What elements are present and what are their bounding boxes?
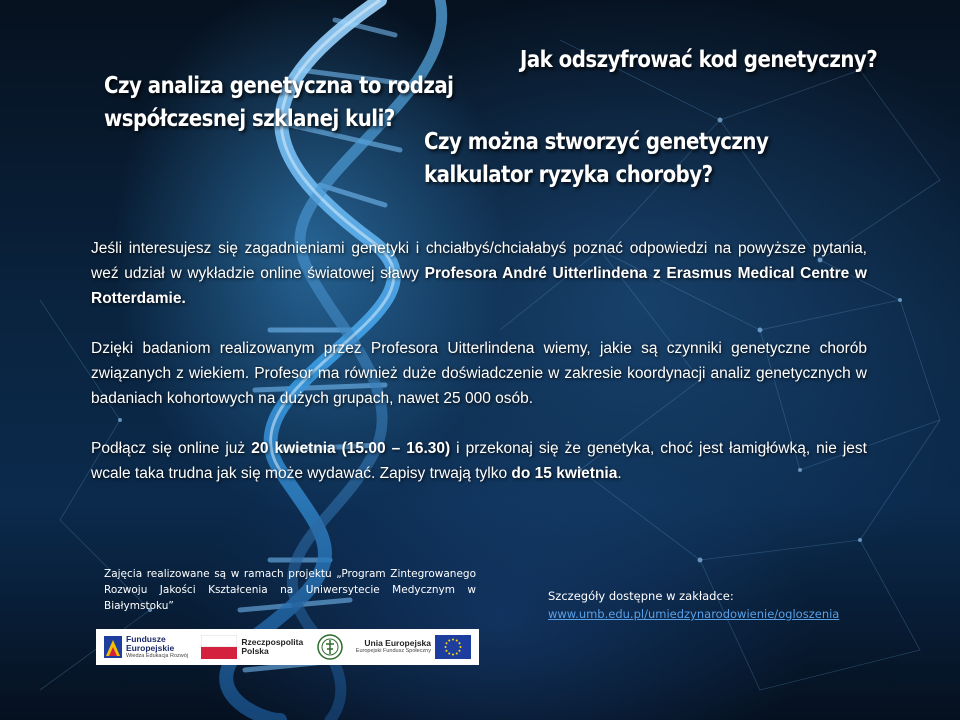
question-line: kalkulator ryzyka choroby? bbox=[424, 162, 713, 188]
fe-subtitle: Wiedza Edukacja Rozwój bbox=[126, 652, 189, 659]
question-risk-calculator bbox=[424, 126, 768, 192]
details-block bbox=[548, 587, 839, 623]
question-genetic-code bbox=[520, 44, 877, 77]
registration-paragraph bbox=[91, 436, 867, 486]
details-label: Szczegóły dostępne w zakładce: bbox=[548, 589, 734, 603]
fundusze-europejskie-logo bbox=[104, 635, 188, 660]
eu-flag-icon bbox=[435, 635, 471, 659]
project-note: Zajęcia realizowane są w ramach projektu „Program Zintegrowanego Rozwoju Jakości Kształcenia na Uniwersytecie Medycznym w Białymstoku” bbox=[104, 568, 476, 612]
question-genetic-analysis bbox=[104, 70, 453, 136]
intro-text: Jeśli interesujesz się zagadnieniami genetyki i chciałbyś/chciałabyś poznać odpowiedzi na powyższe pytania, weź udział w wykładzie online światowej sławy bbox=[91, 240, 867, 282]
ue-title: Unia Europejska bbox=[364, 638, 431, 648]
rzeczpospolita-polska-logo bbox=[201, 635, 303, 659]
umb-seal-logo bbox=[317, 634, 343, 660]
polish-flag-icon bbox=[201, 635, 237, 659]
eu-funding-logos bbox=[96, 629, 479, 665]
fe-emblem-icon bbox=[104, 636, 122, 658]
unia-europejska-logo bbox=[356, 635, 471, 659]
registration-end: . bbox=[617, 465, 622, 482]
fe-title: Fundusze bbox=[126, 633, 166, 644]
ue-subtitle: Europejski Fundusz Społeczny bbox=[355, 648, 431, 654]
registration-deadline: do 15 kwietnia bbox=[511, 465, 618, 482]
registration-text: Podłącz się online już bbox=[91, 440, 252, 457]
question-line: Jak odszyfrować kod genetyczny? bbox=[520, 47, 878, 73]
lecture-description bbox=[91, 236, 867, 511]
question-line: Czy można stworzyć genetyczny bbox=[424, 129, 769, 155]
question-line: współczesnej szklanej kuli? bbox=[104, 106, 395, 132]
question-line: Czy analiza genetyczna to rodzaj bbox=[104, 73, 454, 99]
intro-paragraph bbox=[91, 236, 867, 311]
lecture-date: 20 kwietnia (15.00 – 16.30) bbox=[251, 440, 451, 457]
details-link[interactable]: www.umb.edu.pl/umiedzynarodowienie/ogloszenia bbox=[548, 607, 840, 621]
intro-end: . bbox=[181, 290, 186, 307]
rp-title: Polska bbox=[241, 646, 269, 656]
research-paragraph: Dzięki badaniom realizowanym przez Profesora Uitterlindena wiemy, jakie są czynniki genetyczne chorób związanych z wiekiem. Profesor ma również duże doświadczenie w zakresie koordynacji analiz genetycznych w badaniach kohortowych na dużych grupach, nawet 25 000 osób. bbox=[91, 340, 867, 407]
rp-title: Rzeczpospolita bbox=[241, 637, 304, 647]
fe-title: Europejskie bbox=[126, 642, 175, 653]
lecturer-name: Profesora André Uitterlindena z Erasmus Medical Centre w Rotterdamie bbox=[91, 265, 867, 307]
university-seal-icon bbox=[317, 634, 343, 660]
registration-text: i przekonaj się że genetyka, choć jest łamigłówką, nie jest wcale taka trudna jak się może wydawać. Zapisy trwają tylko bbox=[91, 440, 867, 482]
